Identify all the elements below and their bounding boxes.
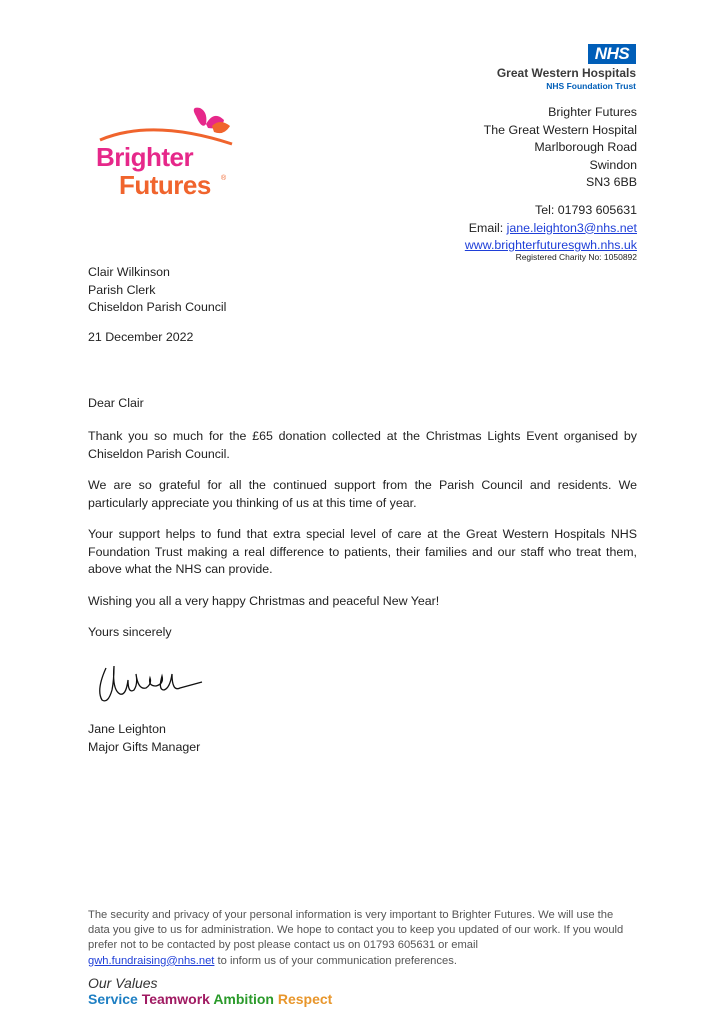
nhs-trust-name: NHS Foundation Trust: [546, 81, 636, 91]
nhs-org-name: Great Western Hospitals: [496, 66, 636, 80]
charity-number: Registered Charity No: 1050892: [515, 252, 637, 262]
values-title: Our Values: [88, 975, 158, 991]
value-teamwork: Teamwork: [141, 991, 210, 1007]
signer-name: Jane Leighton: [88, 722, 166, 736]
recipient-title: Parish Clerk: [88, 282, 156, 297]
email-label: Email:: [468, 220, 507, 235]
salutation: Dear Clair: [88, 396, 144, 410]
recipient-org: Chiseldon Parish Council: [88, 300, 227, 314]
sender-address: [484, 104, 637, 192]
recipient-name: Clair Wilkinson: [88, 265, 170, 279]
values-list: [88, 991, 332, 1007]
registered-mark: ®: [221, 175, 227, 182]
value-respect: Respect: [277, 991, 333, 1007]
privacy-email-link[interactable]: gwh.fundraising@nhs.net: [88, 954, 215, 967]
nhs-logo: NHS: [588, 44, 636, 64]
value-service: Service: [88, 991, 138, 1007]
brighter-futures-logo-line1: Brighter: [96, 142, 194, 172]
letter-date: 21 December 2022: [88, 330, 194, 344]
body-paragraph: Thank you so much for the £65 donation collected at the Christmas Lights Event organised by Chiseldon Parish Council.: [88, 429, 637, 461]
sender-email-line: [465, 220, 637, 238]
signer-title: Major Gifts Manager: [88, 739, 201, 754]
body-paragraph: Wishing you all a very happy Christmas and peaceful New Year!: [88, 594, 440, 608]
recipient-address: [88, 264, 226, 317]
sender-contact: [465, 202, 637, 255]
email-link[interactable]: jane.leighton3@nhs.net: [506, 220, 637, 235]
value-ambition: Ambition: [213, 991, 274, 1007]
body-paragraph: Your support helps to fund that extra special level of care at the Great Western Hospitals NHS Foundation Trust making a real difference to patients, their families and our staff who treat them, above what the NHS can provide.: [88, 527, 637, 576]
sender-line: Marlborough Road: [534, 140, 637, 154]
privacy-text: The security and privacy of your personal information is very important to Brighter Futures. We will use the data you give to us for administration. We hope to contact you to keep you updated of our work. If you would prefer not to be contacted by post please contact us on 01793 605631 or email: [88, 909, 624, 952]
body-paragraph: We are so grateful for all the continued support from the Parish Council and residents. We particularly appreciate you thinking of us at this time of year.: [88, 478, 637, 510]
sender-line: Swindon: [589, 157, 637, 172]
closing: Yours sincerely: [88, 625, 172, 639]
brighter-futures-logo-line2: Futures: [119, 170, 211, 200]
website-link[interactable]: www.brighterfuturesgwh.nhs.uk: [464, 238, 637, 252]
privacy-notice: [88, 908, 636, 969]
sender-tel: Tel: 01793 605631: [535, 203, 637, 217]
sender-line: SN3 6BB: [586, 175, 637, 189]
handwritten-signature: [92, 660, 212, 712]
signer-block: [88, 721, 637, 756]
privacy-text-end: to inform us of your communication preferences.: [214, 954, 457, 967]
sender-line: The Great Western Hospital: [483, 122, 637, 137]
sender-line: Brighter Futures: [548, 105, 637, 119]
